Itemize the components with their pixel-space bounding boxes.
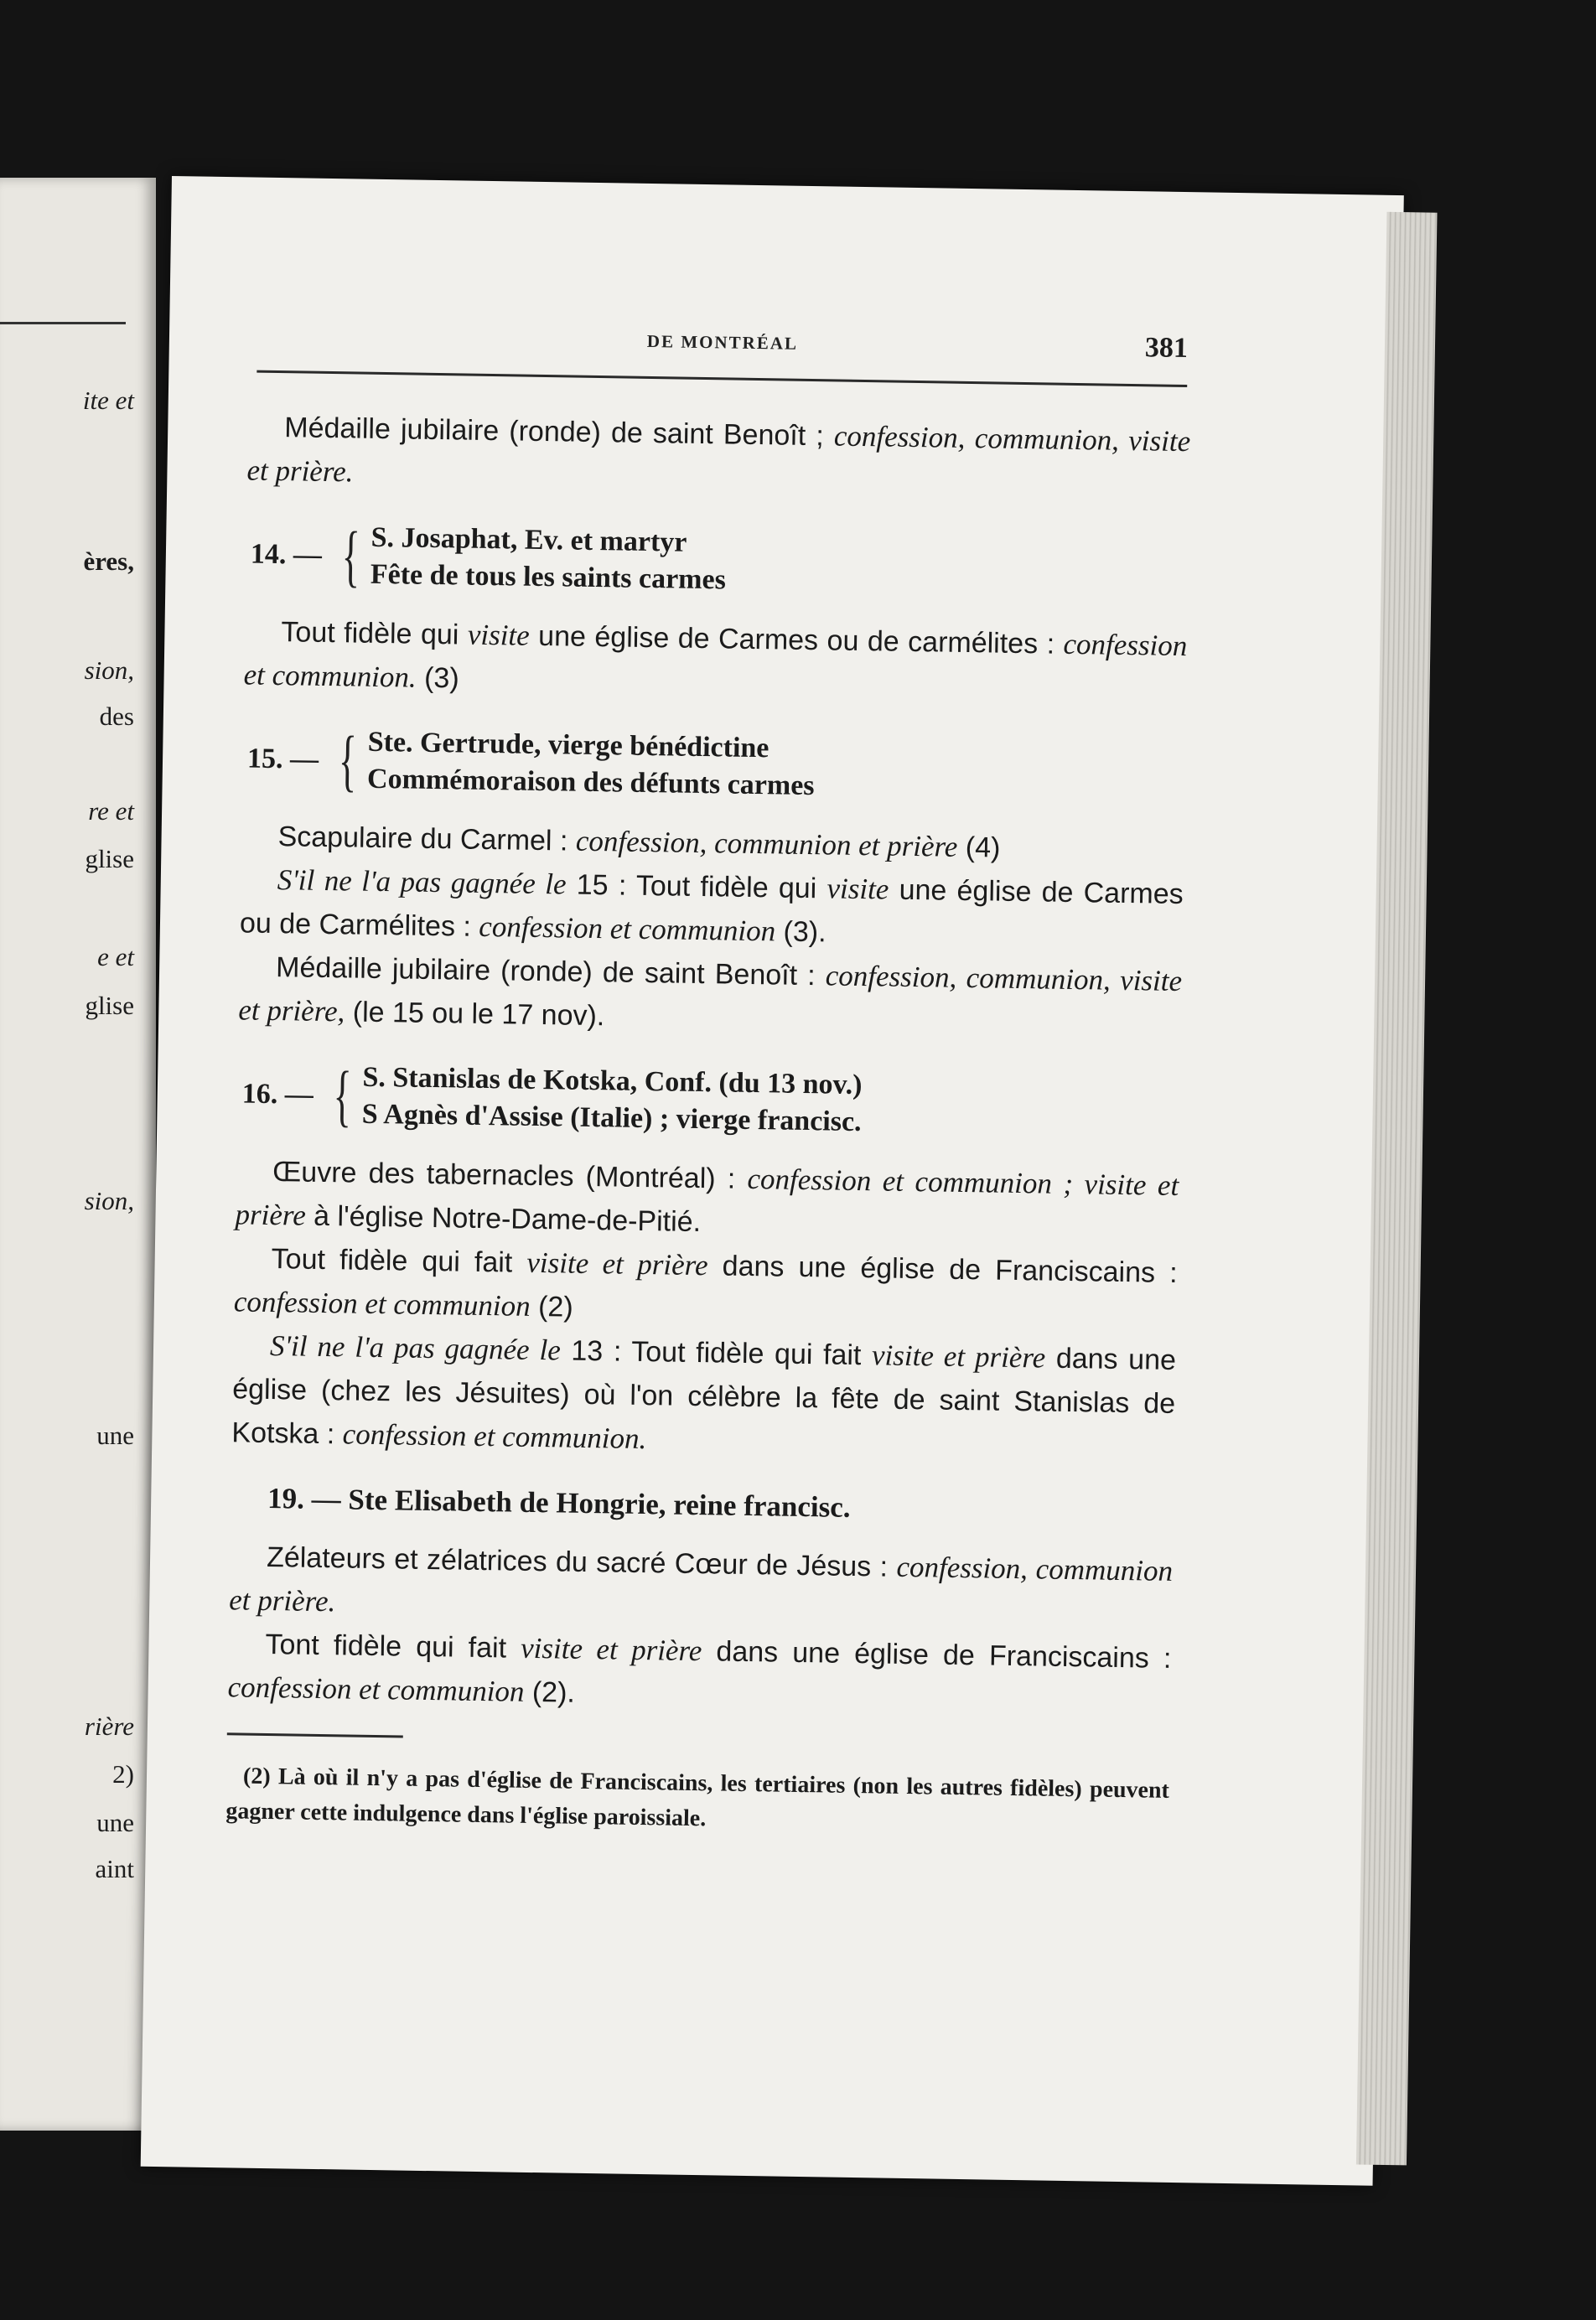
left-fragment: une	[96, 1808, 134, 1837]
text-run: à l'église Notre-Dame-de-Pitié.	[305, 1199, 702, 1239]
paragraph	[243, 609, 1187, 712]
italic-run: visite	[826, 872, 889, 906]
italic-run: visite	[467, 618, 531, 652]
left-fragment: ite et	[82, 386, 134, 415]
italic-run: confession et communion	[479, 909, 776, 948]
left-header-rule	[0, 322, 126, 324]
feast-lines	[367, 724, 816, 805]
paragraph	[246, 405, 1190, 507]
feast-heading-16	[236, 1057, 1180, 1146]
running-head	[257, 318, 1189, 375]
left-fragment: re et	[88, 796, 134, 826]
feast-number: 14. —	[250, 538, 323, 571]
paragraph	[231, 1323, 1176, 1469]
brace-icon: {	[341, 517, 361, 594]
text-run: Œuvre des tabernacles (Montréal) :	[272, 1156, 748, 1195]
feast-heading-14	[245, 517, 1189, 606]
paragraph	[240, 857, 1184, 960]
italic-run: confession et communion.	[243, 627, 1188, 694]
italic-run: confession et communion	[227, 1670, 525, 1708]
feast-number: 15. —	[246, 743, 319, 775]
running-title: DE MONTRÉAL	[646, 330, 799, 354]
paragraph	[235, 1149, 1179, 1251]
text-run: Scapulaire du Carmel :	[277, 821, 577, 857]
left-fragment: e et	[97, 942, 134, 971]
text-run: (3)	[416, 661, 460, 695]
italic-run: confession, communion, visite et prière,	[238, 959, 1183, 1028]
text-run: une église de Carmes ou de Carmélites :	[239, 873, 1184, 943]
text-run: Tont fidèle qui fait	[265, 1628, 521, 1665]
text-run: 13 : Tout fidèle qui fait	[560, 1334, 873, 1372]
page-edge-stack	[1356, 212, 1438, 2166]
text-run: dans une église (chez les Jésuites) où l'on célèbre la fête de saint Stanislas de Kotska :	[231, 1342, 1177, 1451]
left-page	[0, 178, 156, 2131]
left-fragment: sion,	[84, 655, 134, 685]
left-fragment: des	[99, 702, 134, 731]
left-fragment: rière	[84, 1712, 134, 1741]
left-fragment: glise	[85, 991, 134, 1020]
italic-run: confession, communion et prière.	[229, 1550, 1174, 1618]
left-fragment: 2)	[112, 1759, 134, 1789]
feast-heading-19: 19. — Ste Elisabeth de Hongrie, reine francisc.	[267, 1481, 851, 1524]
text-run: Zélateurs et zélatrices du sacré Cœur de Jésus :	[266, 1541, 897, 1583]
feast-heading-15	[241, 722, 1185, 810]
page-content	[225, 405, 1191, 1867]
text-run: Tout fidèle qui fait	[271, 1243, 527, 1279]
brace-icon: {	[338, 722, 358, 799]
paragraph	[234, 1236, 1178, 1339]
italic-run: confession et communion	[233, 1285, 531, 1323]
feast-lines	[370, 520, 727, 599]
feast-number: 16. —	[241, 1078, 314, 1111]
paragraph	[227, 1622, 1171, 1724]
italic-run: visite et prière	[526, 1245, 708, 1282]
feast-title: S. Josaphat, Ev. et martyr	[370, 521, 687, 558]
text-run: Tout fidèle qui	[281, 616, 469, 651]
left-fragment: ères,	[83, 546, 134, 576]
text-run: une église de Carmes ou de carmélites :	[529, 619, 1064, 660]
brace-icon: {	[332, 1057, 353, 1134]
italic-run: visite et prière	[871, 1339, 1046, 1375]
feast-title: S. Stanislas de Kotska, Conf. (du 13 nov.)	[362, 1061, 863, 1101]
feast-title: S Agnès d'Assise (Italie) ; vierge francisc.	[361, 1098, 862, 1138]
paragraph	[238, 945, 1182, 1047]
italic-run: confession et communion.	[342, 1417, 647, 1456]
italic-run: S'il ne l'a pas gagnée le	[269, 1329, 562, 1367]
text-run: dans une église de Franciscains :	[707, 1250, 1178, 1290]
left-fragment: une	[96, 1421, 134, 1450]
paragraph	[229, 1535, 1173, 1637]
left-fragment: glise	[85, 844, 134, 873]
italic-run: confession, communion et prière	[575, 824, 958, 863]
feast-title: Commémoraison des défunts carmes	[366, 763, 815, 802]
italic-run: visite et prière	[520, 1631, 702, 1668]
text-run: (4)	[957, 831, 1001, 864]
feast-title: Ste. Gertrude, vierge bénédictine	[367, 726, 770, 764]
text-run: dans une église de Franciscains :	[702, 1635, 1172, 1675]
footnote: (2) Là où il n'y a pas d'église de Franciscains, les tertiaires (non les autres fidèles) peuvent gagner cette indulgence dans l'église paroissiale.	[225, 1763, 1170, 1832]
italic-run: S'il ne l'a pas gagnée le	[277, 863, 567, 901]
text-run: (3).	[775, 915, 826, 949]
text-run: (2).	[524, 1675, 576, 1709]
text-run: (le 15 ou le 17 nov).	[345, 996, 605, 1033]
left-fragment: aint	[95, 1854, 134, 1883]
footnote-rule	[227, 1732, 403, 1737]
feast-lines	[361, 1059, 862, 1141]
page-number: 381	[1144, 332, 1189, 365]
text-run: Médaille jubilaire (ronde) de saint Benoît :	[275, 951, 826, 992]
italic-run: confession, communion, visite et prière.	[246, 419, 1191, 489]
text-run: (2)	[530, 1290, 573, 1323]
text-run: Médaille jubilaire (ronde) de saint Benoît ;	[284, 412, 835, 453]
right-page	[141, 176, 1404, 2186]
text-run: 15 : Tout fidèle qui	[566, 868, 827, 905]
header-rule	[256, 370, 1187, 387]
feast-title: Fête de tous les saints carmes	[370, 558, 727, 596]
left-fragment: sion,	[84, 1186, 134, 1215]
italic-run: confession et communion ; visite et prière	[235, 1162, 1179, 1232]
